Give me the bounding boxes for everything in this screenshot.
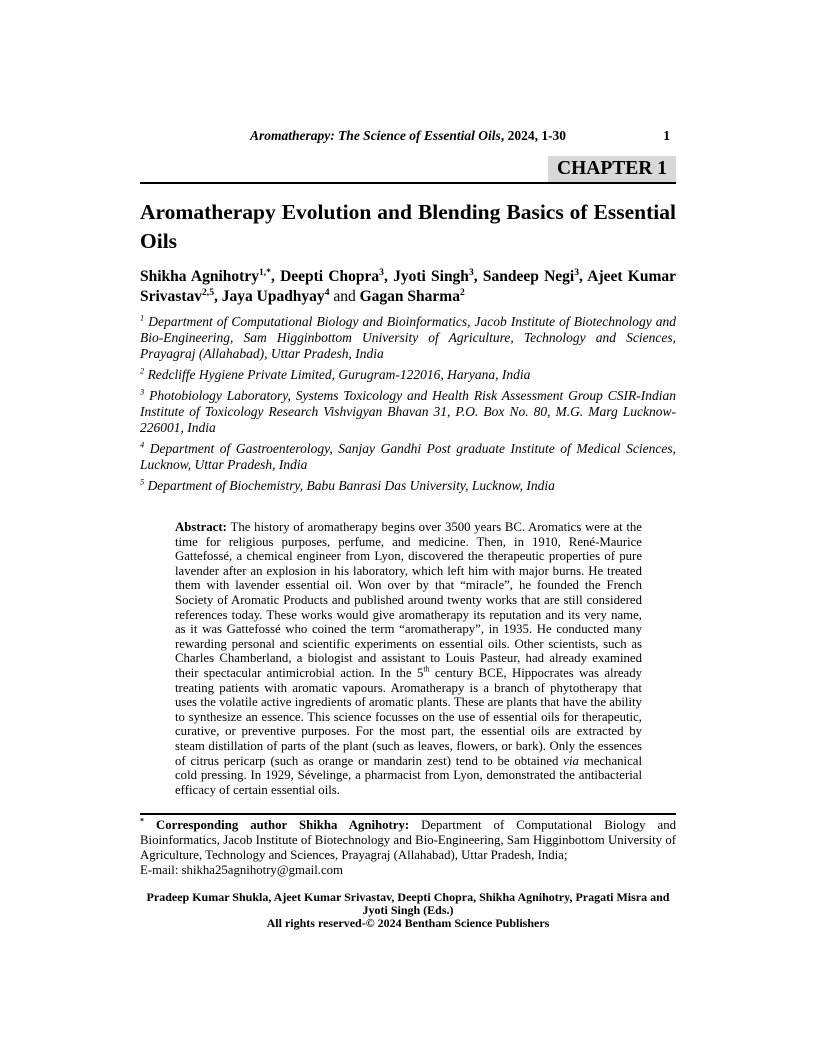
abstract: Abstract: The history of aromatherapy begins over 3500 years BC. Aromatics were at the time for religious purposes, perfume, and medicine. Then, in 1910, René-Maurice Gattefossé, a chemical engineer from Lyon, discovered the therapeutic properties of pure lavender after an explosion in his laboratory, which left him with major burns. He treated them with lavender essential oil. Won over by that “miracle”, he founded the French Society of Aromatic Products and published around twenty works that are still considered references today. These works would give aromatherapy its reputation and its very name, as it was Gattefossé who coined the term “aromatherapy”, in 1935. He conducted many rewarding personal and scientific experiments on essential oils. Other scientists, such as Charles Chamberland, a biologist and assistant to Louis Pasteur, had already examined their spectacular antimicrobial action. In the 5th century BCE, Hippocrates was already treating patients with aromatic vapours. Aromatherapy is a branch of phytotherapy that uses the volatile active ingredients of aromatic plants. These are plants that have the ability to synthesize an essence. This science focusses on the use of essential oils for therapeutic, curative, or preventive purposes. For the most part, the essential oils are extracted by steam distillation of parts of the plant (such as leaves, flowers, or bark). Only the essences of citrus pericarp (such as orange or mandarin zest) tend to be obtained via mechanical cold pressing. In 1929, Sévelinge, a pharmacist from Lyon, demonstrated the antibacterial efficacy of certain essential oils. xyxy=(175,520,642,797)
editors-line: Pradeep Kumar Shukla, Ajeet Kumar Srivastav, Deepti Chopra, Shikha Agnihotry, Pragati Misra and Jyoti Singh (Eds.) xyxy=(146,890,670,918)
chapter-title: Aromatherapy Evolution and Blending Basics of Essential Oils xyxy=(140,200,676,253)
copyright-line: All rights reserved-© 2024 Bentham Science Publishers xyxy=(266,916,550,931)
email-line: E-mail: shikha25agnihotry@gmail.com xyxy=(140,863,343,878)
footnote-divider xyxy=(140,813,676,815)
chapter-row xyxy=(140,156,676,184)
affiliation-4: $^4$ Department of Gastroenterology, Sanjay Gandhi Post graduate Institute of Medical Sciences, Lucknow, Uttar Pradesh, India xyxy=(140,440,676,472)
chapter-badge: CHAPTER 1 xyxy=(548,156,676,182)
affiliation-2: $^2$ Redcliffe Hygiene Private Limited, Gurugram-122016, Haryana, India xyxy=(140,366,531,382)
affiliation-3: $^3$ Photobiology Laboratory, Systems Toxicology and Health Risk Assessment Group CSIR-Indian Institute of Toxicology Research Vishvigyan Bhavan 31, P.O. Box No. 80, M.G. Marg Lucknow-226001, India xyxy=(140,387,676,435)
page-number: 1 xyxy=(663,128,670,143)
affiliation-5: $^5$ Department of Biochemistry, Babu Banrasi Das University, Lucknow, India xyxy=(140,477,555,493)
footer-block xyxy=(140,891,676,930)
authors-line: Shikha Agnihotry$^{1,*}$, Deepti Chopra$^3$, Jyoti Singh$^3$, Sandeep Negi$^3$, Ajeet Kumar Srivastav$^{2,5}$, Jaya Upadhyay$^4$ and Gagan Sharma$^2$ xyxy=(140,266,676,305)
running-head: Aromatherapy: The Science of Essential Oils, 2024, 1-30 xyxy=(249,128,567,143)
running-head-row xyxy=(140,128,676,144)
corresponding-author-note: * Corresponding author Shikha Agnihotry: Department of Computational Biology and Bioinformatics, Jacob Institute of Biotechnology and Bio-Engineering, Sam Higginbottom University of Agriculture, Technology and Sciences, Prayagraj (Allahabad), Uttar Pradesh, India; xyxy=(140,817,677,863)
affiliations xyxy=(140,314,676,494)
affiliation-1: $^1$ Department of Computational Biology and Bioinformatics, Jacob Institute of Biotechnology and Bio-Engineering, Sam Higginbottom University of Agriculture, Technology and Sciences, Prayagraj (Allahabad), Uttar Pradesh, India xyxy=(140,313,676,361)
